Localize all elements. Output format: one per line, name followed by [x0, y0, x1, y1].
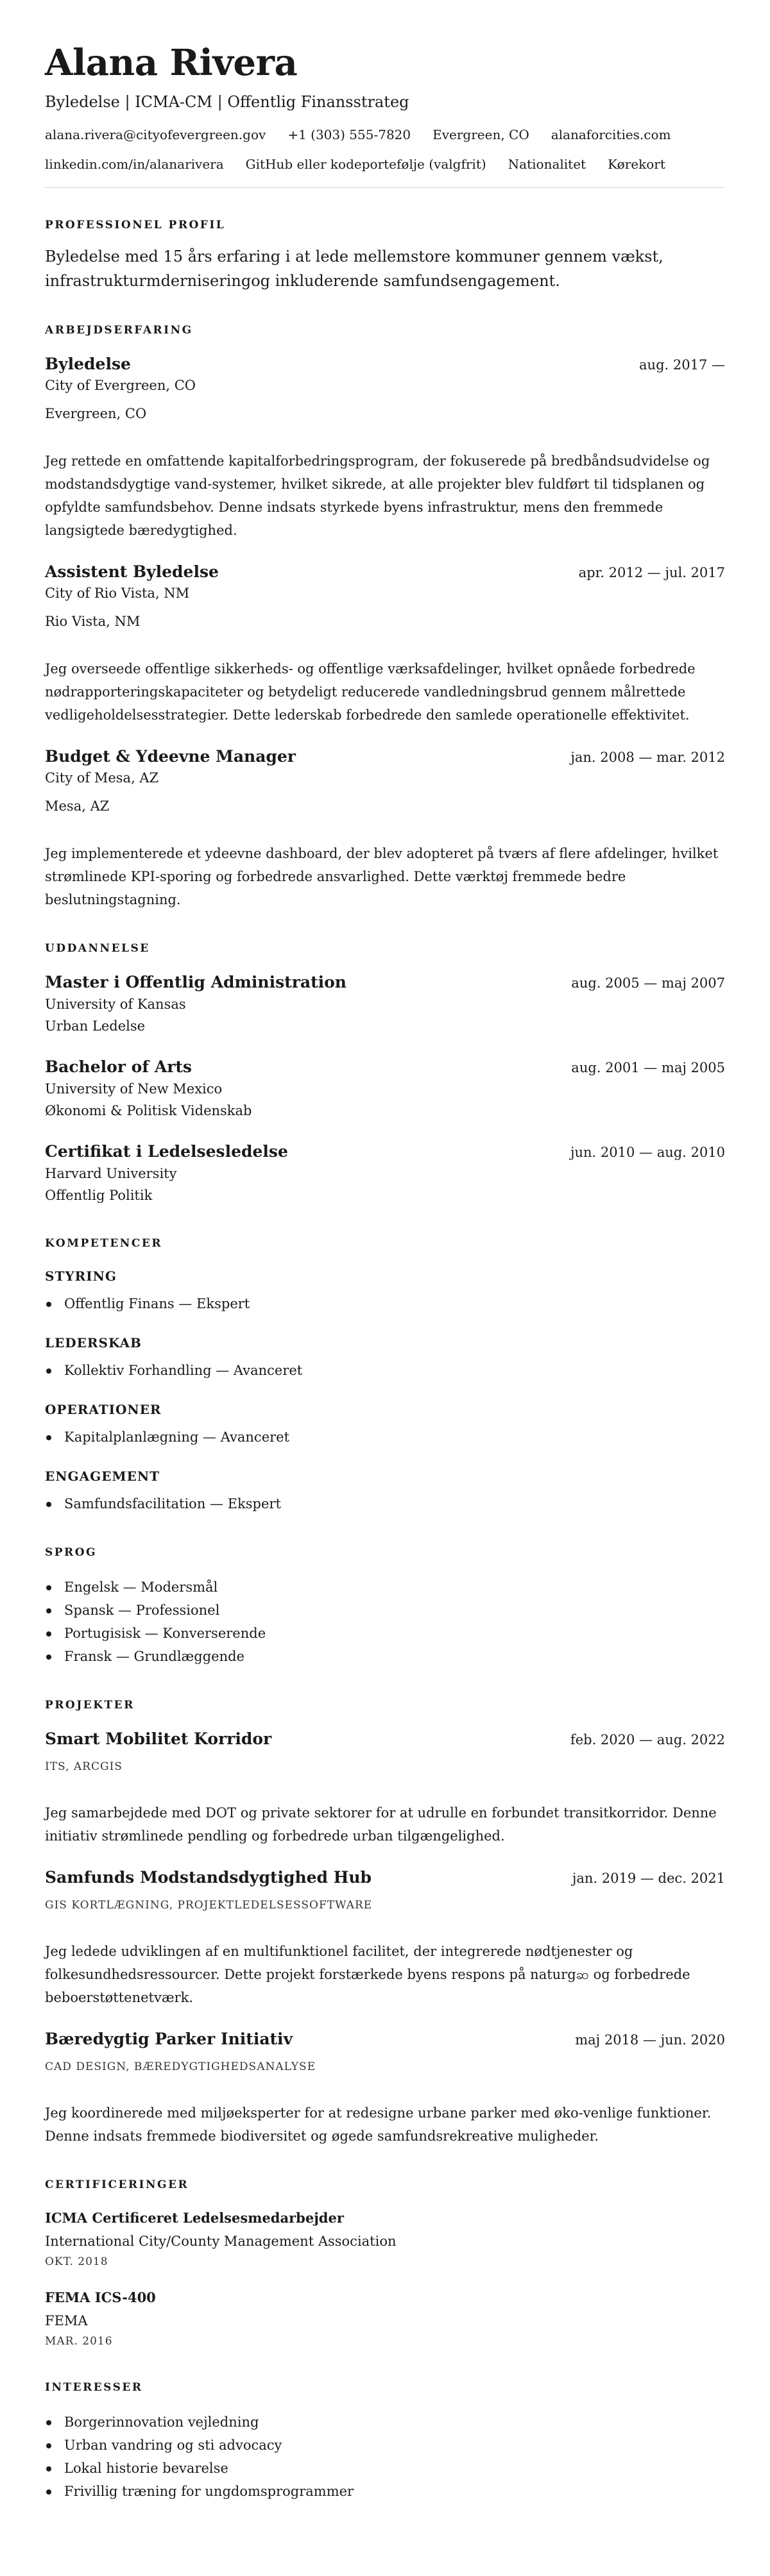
language-item: Portugisisk — Konverserende [45, 1622, 725, 1645]
location: Evergreen, CO [432, 127, 529, 142]
person-name: Alana Rivera [45, 42, 298, 84]
job-date: aug. 2017 — [639, 357, 725, 373]
degree-title: Master i Offentlig Administration [45, 973, 346, 991]
interest-item: Frivillig træning for ungdomsprogrammer [45, 2480, 725, 2503]
project-title: Samfunds Modstandsdygtighed Hub [45, 1868, 372, 1887]
contact-row [45, 124, 725, 145]
school-name: University of Kansas [45, 997, 186, 1012]
section-title: PROFESSIONEL PROFIL [45, 219, 226, 232]
certification-issuer: International City/County Management Association [45, 2234, 397, 2249]
experience-section [45, 324, 725, 911]
profile-summary: Byledelse med 15 års erfaring i at lede mellemstore kommuner gennem vækst, infrastrukturmderniseringog inkluderende samfundsengagement. [45, 248, 663, 290]
skill-list [45, 1359, 725, 1382]
field-of-study: Offentlig Politik [45, 1188, 153, 1203]
interest-item: Urban vandring og sti advocacy [45, 2434, 725, 2457]
job-location: Evergreen, CO [45, 406, 147, 421]
school-name: University of New Mexico [45, 1081, 223, 1097]
linkedin-link[interactable]: linkedin.com/in/alanarivera [45, 156, 224, 172]
job-date: apr. 2012 — jul. 2017 [578, 565, 725, 580]
project-title: Bæredygtig Parker Initiativ [45, 2030, 293, 2048]
certifications-section [45, 2178, 725, 2350]
projects-section [45, 1699, 725, 2148]
school-name: Harvard University [45, 1166, 177, 1181]
section-title: INTERESSER [45, 2381, 143, 2394]
project-description: Jeg koordinerede med miljøeksperter for at redesigne urbane parker med øko-venlige funktioner. Denne indsats fremmede biodiversitet og øgede samfundsrekreative muligheder. [45, 2105, 712, 2144]
section-title: SPROG [45, 1546, 98, 1559]
certification-entry [45, 2208, 725, 2271]
profile-section [45, 219, 725, 293]
project-tags: CAD DESIGN, BÆREDYGTIGHEDSANALYSE [45, 2060, 316, 2073]
education-date: aug. 2001 — maj 2005 [571, 1060, 725, 1075]
project-entry [45, 1728, 725, 1848]
experience-entry [45, 353, 725, 542]
job-title: Assistent Byledelse [45, 562, 219, 581]
education-entry [45, 1141, 725, 1206]
section-title: ARBEJDSERFARING [45, 324, 193, 337]
education-date: jun. 2010 — aug. 2010 [570, 1145, 725, 1160]
drivers-license: Kørekort [608, 156, 665, 172]
project-entry [45, 1867, 725, 2009]
interest-list [45, 2411, 725, 2503]
experience-entry [45, 561, 725, 727]
interests-section [45, 2381, 725, 2503]
job-company: City of Rio Vista, NM [45, 585, 190, 601]
section-title: CERTIFICERINGER [45, 2178, 189, 2191]
project-description: Jeg ledede udviklingen af en multifunktionel facilitet, der integrerede nødtjenester og folkesundhedsressourcer. Dette projekt forstærkede byens respons på naturgဆ og forbedrede beboerstøttenetværk. [45, 1944, 690, 2005]
field-of-study: Urban Ledelse [45, 1018, 146, 1034]
certification-date: MAR. 2016 [45, 2335, 113, 2348]
email-link[interactable]: alana.rivera@cityofevergreen.gov [45, 127, 266, 142]
contact-info [45, 124, 725, 174]
skill-item: Samfundsfacilitation — Ekspert [45, 1492, 725, 1515]
contact-row [45, 154, 725, 174]
experience-entry [45, 746, 725, 911]
job-date: jan. 2008 — mar. 2012 [570, 750, 725, 765]
education-entry [45, 972, 725, 1037]
skill-category: OPERATIONER [45, 1402, 162, 1417]
degree-title: Certifikat i Ledelsesledelse [45, 1142, 288, 1161]
project-title: Smart Mobilitet Korridor [45, 1730, 272, 1748]
portfolio-link[interactable]: GitHub eller kodeportefølje (valgfrit) [245, 156, 486, 172]
website-link[interactable]: alanaforcities.com [551, 127, 671, 142]
job-description: Jeg overseede offentlige sikkerheds- og offentlige værksafdelinger, hvilket opnåede forbedrede nødrapporteringskapaciteter og betydeligt reducerede vandledningsbrud gennem målrettede vedligeholdelsesstrategier. Dette lederskab forbedrede den samlede operationelle effektivitet. [45, 661, 696, 723]
job-description: Jeg rettede en omfattende kapitalforbedringsprogram, der fokuserede på bredbåndsudvidelse og modstandsdygtige vand-systemer, hvilket sikrede, at alle projekter blev fuldført til tidsplanen og opfyldte samfundsbehov. Denne indsats styrkede byens infrastruktur, mens den fremmede langsigtede bæredygtighed. [45, 453, 710, 538]
interest-item: Borgerinnovation vejledning [45, 2411, 725, 2434]
project-date: jan. 2019 — dec. 2021 [572, 1871, 725, 1886]
resume-header [45, 40, 725, 188]
header-divider [45, 187, 725, 188]
project-description: Jeg samarbejdede med DOT og private sektorer for at udrulle en forbundet transitkorridor. Denne initiativ strømlinede pendling og forbedrede urban tilgængelighed. [45, 1805, 717, 1844]
interest-item: Lokal historie bevarelse [45, 2457, 725, 2480]
skill-category: STYRING [45, 1268, 117, 1284]
language-item: Spansk — Professionel [45, 1599, 725, 1622]
field-of-study: Økonomi & Politisk Videnskab [45, 1103, 252, 1118]
language-item: Engelsk — Modersmål [45, 1576, 725, 1599]
section-title: PROJEKTER [45, 1699, 135, 1712]
certification-name: ICMA Certificeret Ledelsesmedarbejder [45, 2210, 344, 2226]
skill-category: ENGAGEMENT [45, 1469, 160, 1484]
certification-issuer: FEMA [45, 2313, 88, 2328]
job-title: Byledelse [45, 355, 131, 373]
education-entry [45, 1056, 725, 1122]
project-date: maj 2018 — jun. 2020 [575, 2032, 725, 2048]
certification-name: FEMA ICS-400 [45, 2289, 156, 2305]
project-date: feb. 2020 — aug. 2022 [570, 1732, 725, 1747]
skill-item: Offentlig Finans — Ekspert [45, 1292, 725, 1315]
job-company: City of Evergreen, CO [45, 378, 196, 393]
nationality: Nationalitet [508, 156, 586, 172]
certification-entry [45, 2287, 725, 2350]
certification-date: OKT. 2018 [45, 2255, 108, 2268]
education-date: aug. 2005 — maj 2007 [571, 975, 725, 991]
skill-list [45, 1426, 725, 1449]
skill-list [45, 1292, 725, 1315]
job-company: City of Mesa, AZ [45, 770, 159, 786]
section-title: UDDANNELSE [45, 942, 150, 955]
job-title: Budget & Ydeevne Manager [45, 747, 296, 766]
skill-item: Kapitalplanlægning — Avanceret [45, 1426, 725, 1449]
education-section [45, 942, 725, 1206]
degree-title: Bachelor of Arts [45, 1057, 193, 1076]
job-location: Mesa, AZ [45, 798, 110, 814]
skill-item: Kollektiv Forhandling — Avanceret [45, 1359, 725, 1382]
language-list [45, 1576, 725, 1668]
job-description: Jeg implementerede et ydeevne dashboard, der blev adopteret på tværs af flere afdelinger, hvilket strømlinede KPI-sporing og forbedrede ansvarlighed. Dette værktøj fremmede bedre beslutningstagning. [45, 846, 719, 907]
languages-section [45, 1546, 725, 1668]
headline: Byledelse | ICMA-CM | Offentlig Finansstrateg [45, 93, 409, 111]
skills-section [45, 1237, 725, 1515]
phone-number[interactable]: +1 (303) 555-7820 [287, 127, 411, 142]
section-title: KOMPETENCER [45, 1237, 162, 1250]
skill-category: LEDERSKAB [45, 1335, 142, 1351]
skill-list [45, 1492, 725, 1515]
project-tags: ITS, ARCGIS [45, 1760, 123, 1773]
project-entry [45, 2028, 725, 2148]
job-location: Rio Vista, NM [45, 614, 141, 629]
language-item: Fransk — Grundlæggende [45, 1645, 725, 1668]
project-tags: GIS KORTLÆGNING, PROJEKTLEDELSESSOFTWARE [45, 1899, 373, 1912]
